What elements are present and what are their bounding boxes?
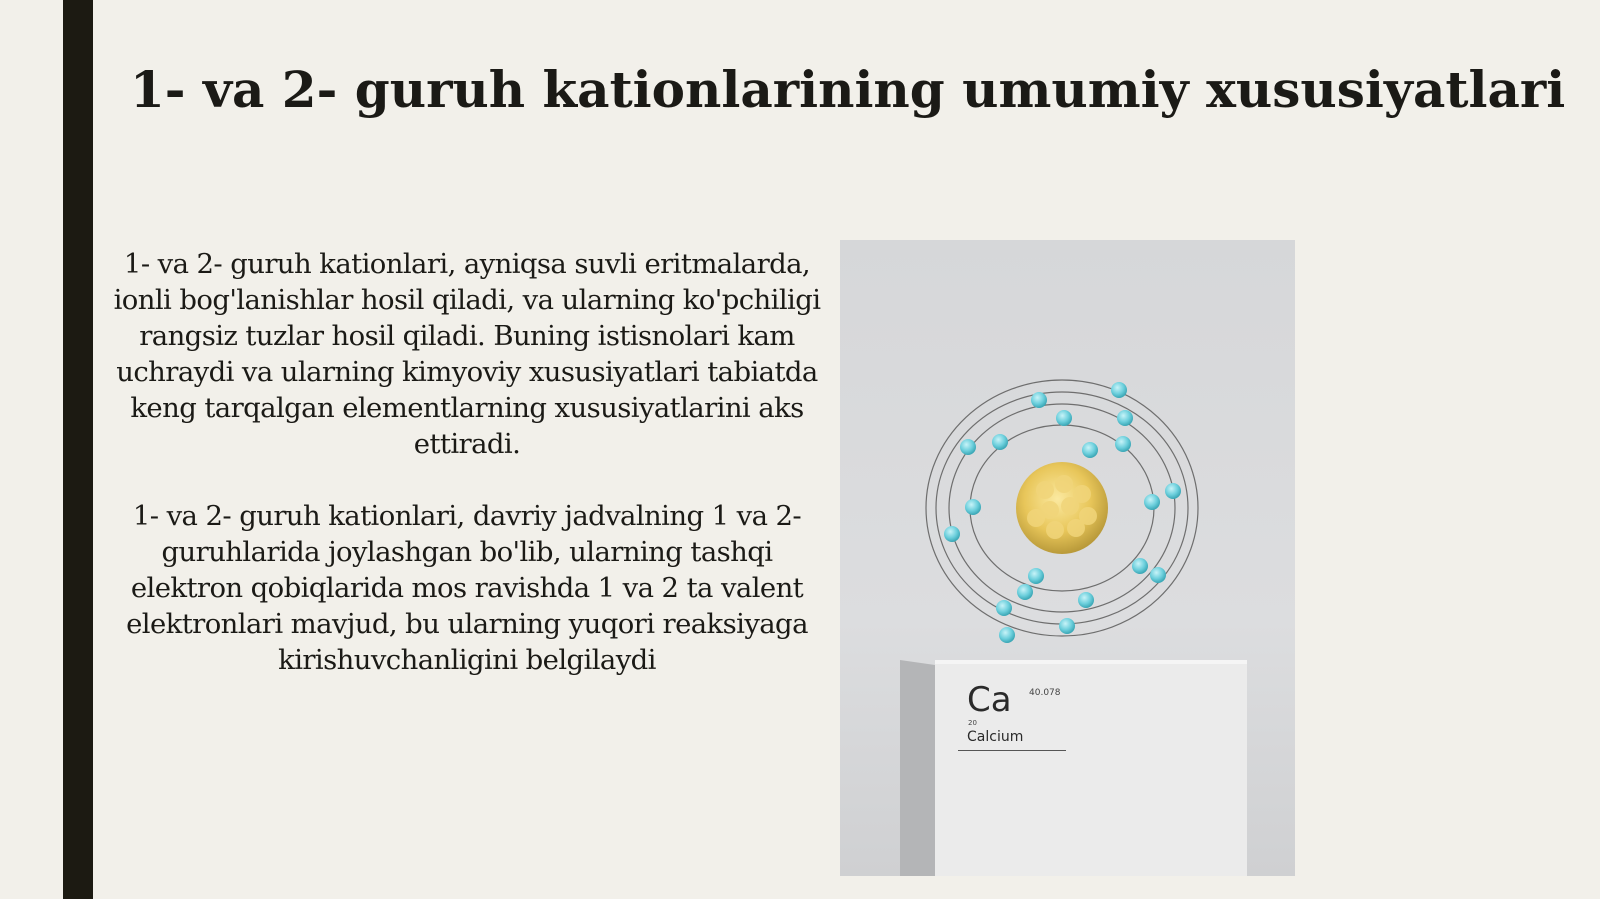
slide-title: 1- va 2- guruh kationlarining umumiy xususiyatlari — [130, 60, 1566, 119]
atom-model-graphic — [840, 240, 1295, 876]
paragraph-2: 1- va 2- guruh kationlari, davriy jadvalning 1 va 2- guruhlarida joylashgan bo'lib, ularning tashqi elektron qobiqlarida mos ravishda 1 va 2 ta valent elektronlari mavjud, bu ularning yuqori reaksiyaga kirishuvchanligini belgilaydi — [126, 500, 808, 676]
calcium-atom-illustration — [840, 240, 1295, 876]
element-name: Calcium — [967, 729, 1024, 745]
element-symbol: Ca — [967, 680, 1012, 720]
body-text — [112, 246, 822, 678]
atomic-mass: 40.078 — [1029, 688, 1061, 698]
atomic-number: 20 — [968, 719, 977, 727]
paragraph-1: 1- va 2- guruh kationlari, ayniqsa suvli eritmalarda, ionli bog'lanishlar hosil qiladi, va ularning ko'pchiligi rangsiz tuzlar hosil qiladi. Buning istisnolari kam uchraydi va ularning kimyoviy xususiyatlari tabiatda keng tarqalgan elementlarning xususiyatlarini aks ettiradi. — [113, 248, 821, 460]
accent-bar — [63, 0, 93, 899]
element-label-underline — [958, 750, 1066, 751]
